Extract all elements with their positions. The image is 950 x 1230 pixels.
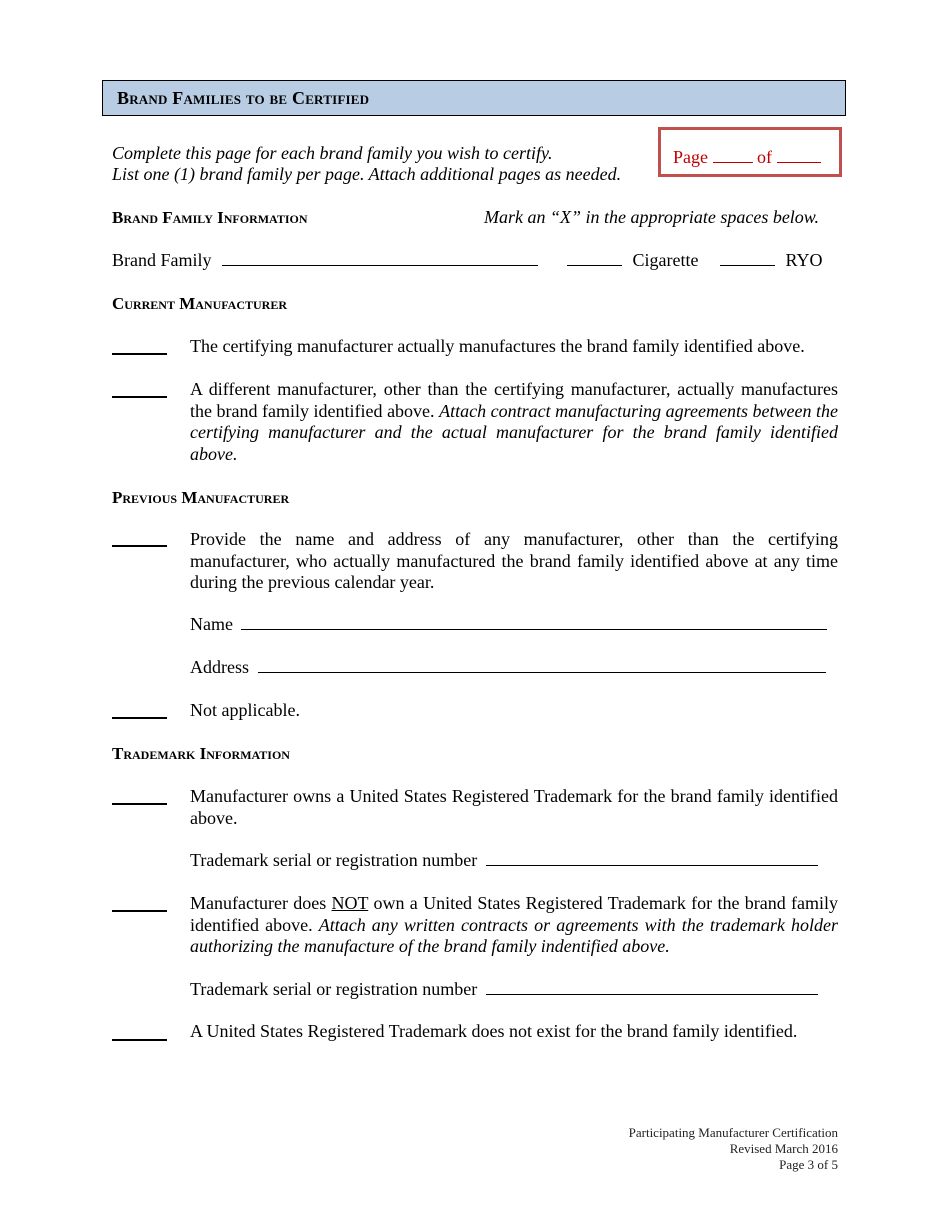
instruction-line-2: List one (1) brand family per page. Attach additional pages as needed. bbox=[112, 164, 622, 184]
previous-manufacturer-heading: Previous Manufacturer bbox=[112, 488, 290, 507]
cigarette-label: Cigarette bbox=[632, 250, 699, 270]
cigarette-option bbox=[567, 250, 698, 271]
trademark-option1-text: Manufacturer owns a United States Registered Trademark for the brand family identified above. bbox=[190, 786, 838, 828]
trademark-serial-row-1 bbox=[190, 850, 818, 871]
instruction-line-1: Complete this page for each brand family you wish to certify. bbox=[112, 143, 553, 163]
brand-family-row bbox=[112, 250, 538, 271]
trademark-info-heading: Trademark Information bbox=[112, 744, 290, 763]
of-label: of bbox=[757, 147, 772, 167]
mark-instruction: Mark an “X” in the appropriate spaces below. bbox=[484, 207, 819, 227]
previous-manufacturer-option1-text: Provide the name and address of any manufacturer, other than the certifying manufacturer, who actually manufactured the brand family identified above at any time during the previous calendar year. bbox=[190, 529, 838, 592]
page-total-blank[interactable] bbox=[777, 148, 821, 163]
section-title: Brand Families to be Certified bbox=[117, 88, 370, 108]
footer-page-number: Page 3 of 5 bbox=[779, 1157, 838, 1172]
brand-family-label: Brand Family bbox=[112, 250, 212, 270]
page-footer bbox=[629, 1125, 838, 1173]
previous-manufacturer-option2-checkline[interactable] bbox=[112, 717, 167, 719]
previous-manufacturer-option1-checkline[interactable] bbox=[112, 545, 167, 547]
page-number-box bbox=[658, 127, 842, 177]
current-manufacturer-option2-text bbox=[190, 379, 838, 465]
trademark-option2-post: own a United States Registered Trademark for the brand family identified above. bbox=[190, 893, 838, 935]
current-manufacturer-option1-checkline[interactable] bbox=[112, 353, 167, 355]
cigarette-blank[interactable] bbox=[567, 251, 622, 266]
trademark-serial-blank-2[interactable] bbox=[486, 980, 818, 995]
ryo-blank[interactable] bbox=[720, 251, 775, 266]
brand-family-info-heading: Brand Family Information bbox=[112, 208, 308, 227]
name-blank[interactable] bbox=[241, 615, 827, 630]
trademark-option3-text: A United States Registered Trademark does not exist for the brand family identified. bbox=[190, 1021, 798, 1041]
previous-manufacturer-address-row bbox=[190, 657, 826, 678]
trademark-serial-row-2 bbox=[190, 979, 818, 1000]
not-applicable-text: Not applicable. bbox=[190, 700, 300, 720]
current-manufacturer-option1-text: The certifying manufacturer actually manufactures the brand family identified above. bbox=[190, 336, 805, 356]
address-label: Address bbox=[190, 657, 249, 677]
current-manufacturer-option2-checkline[interactable] bbox=[112, 396, 167, 398]
option2-italic-text: Attach contract manufacturing agreements between the certifying manufacturer and the actual manufacturer for the brand family identified above. bbox=[190, 400, 839, 464]
page-number-blank[interactable] bbox=[713, 148, 753, 163]
trademark-option2-italic: Attach any written contracts or agreements with the trademark holder authorizing the manufacture of the brand family indentified above. bbox=[190, 914, 839, 956]
name-label: Name bbox=[190, 614, 233, 634]
trademark-option3-checkline[interactable] bbox=[112, 1039, 167, 1041]
trademark-option2-checkline[interactable] bbox=[112, 910, 167, 912]
trademark-serial-label-2: Trademark serial or registration number bbox=[190, 979, 478, 999]
option2-plain-text: A different manufacturer, other than the certifying manufacturer, actually manufactures the brand family identified above. bbox=[190, 379, 838, 421]
brand-family-blank[interactable] bbox=[222, 251, 538, 266]
footer-revision: Revised March 2016 bbox=[729, 1141, 838, 1156]
ryo-label: RYO bbox=[785, 250, 823, 270]
trademark-serial-blank-1[interactable] bbox=[486, 851, 818, 866]
section-header-bar bbox=[102, 80, 846, 116]
trademark-option2-not: NOT bbox=[331, 893, 369, 913]
address-blank[interactable] bbox=[258, 658, 826, 673]
footer-form-name: Participating Manufacturer Certification bbox=[628, 1125, 838, 1140]
previous-manufacturer-name-row bbox=[190, 614, 827, 635]
page-label: Page bbox=[673, 147, 708, 167]
ryo-option bbox=[720, 250, 823, 271]
trademark-option1-checkline[interactable] bbox=[112, 803, 167, 805]
trademark-option2-text bbox=[190, 893, 838, 958]
trademark-option2-pre: Manufacturer does bbox=[190, 893, 327, 913]
trademark-serial-label: Trademark serial or registration number bbox=[190, 850, 478, 870]
current-manufacturer-heading: Current Manufacturer bbox=[112, 294, 288, 313]
